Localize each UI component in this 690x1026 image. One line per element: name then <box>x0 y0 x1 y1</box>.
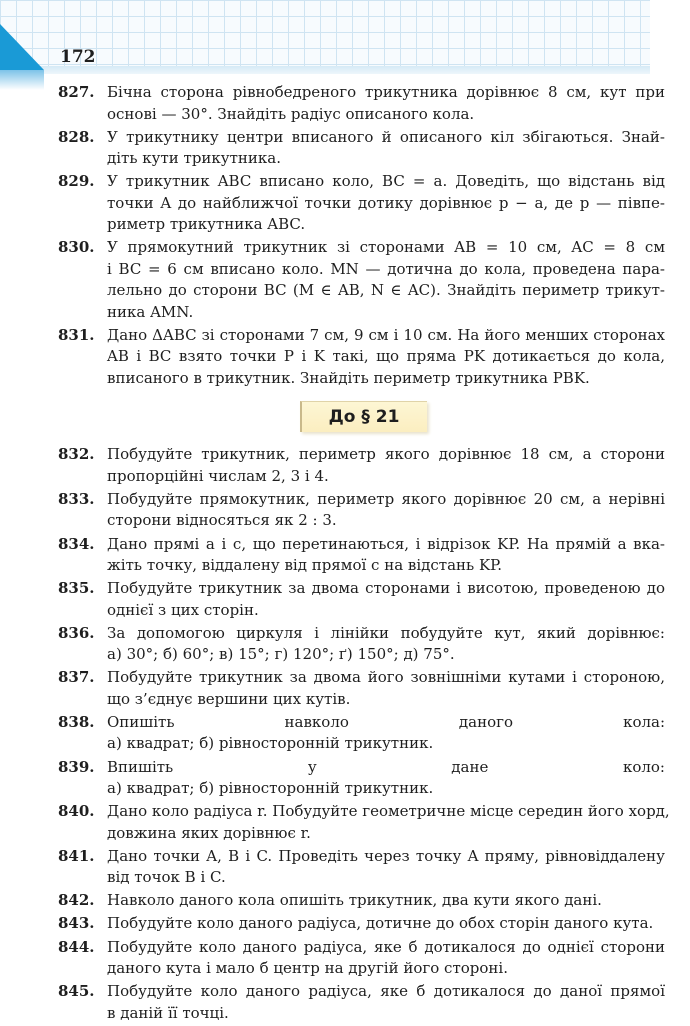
problem-text-line: і BC = 6 см вписано коло. MN — дотична до кола, проведена пара- <box>107 259 665 278</box>
problem-item <box>58 913 668 935</box>
problem-text-line: Дано ΔABC зі сторонами 7 см, 9 см і 10 см. На його менших сторонах <box>107 325 665 344</box>
problem-text-line: від точок B і C. <box>107 868 226 887</box>
problem-text <box>107 623 665 666</box>
problem-number: 840. <box>58 802 95 821</box>
problem-text-line: Бічна сторона рівнобедреного трикутника дорівнює 8 см, кут при <box>107 83 665 101</box>
problem-text <box>107 981 665 1024</box>
problem-item <box>58 534 668 577</box>
problem-text-line: Побудуйте коло даного радіуса, яке б дотикалося до однієї сторони <box>107 937 665 956</box>
problem-number: 836. <box>58 623 95 642</box>
problem-text-line: AB і BC взято точки P і K такі, що пряма PK дотикається до кола, <box>107 347 665 366</box>
problem-item <box>58 171 668 236</box>
problem-text <box>107 846 665 889</box>
problem-text-line: У прямокутний трикутник зі сторонами AB = 10 см, AC = 8 см <box>107 238 665 257</box>
problem-text <box>107 127 665 170</box>
problem-text-line: У трикутник ABC вписано коло, BC = a. Доведіть, що відстань від <box>107 172 665 191</box>
problem-text-line: жіть точку, віддалену від прямої c на відстань KP. <box>107 556 502 575</box>
problems-list-after <box>58 444 668 1024</box>
problem-number: 827. <box>58 83 95 101</box>
problem-text-line: сторони відносяться як 2 : 3. <box>107 511 337 530</box>
page-number: 172 <box>60 47 96 67</box>
problem-text-line: Дано прямі a і c, що перетинаються, і відрізок KP. На прямій a вка- <box>107 534 665 553</box>
problem-text-line: Навколо даного кола опишіть трикутник, два кути якого дані. <box>107 891 602 910</box>
problem-text-line: а) 30°; б) 60°; в) 15°; г) 120°; ґ) 150°; д) 75°. <box>107 645 455 664</box>
problem-number: 842. <box>58 891 95 910</box>
problem-item <box>58 667 668 710</box>
side-strip-decoration <box>0 70 44 90</box>
section-title: До § 21 <box>300 401 427 432</box>
problem-text-line: ника AMN. <box>107 302 194 321</box>
problem-text <box>107 712 665 755</box>
problem-text <box>107 82 665 125</box>
problem-text <box>107 801 670 844</box>
problem-item <box>58 578 668 621</box>
problem-number: 837. <box>58 668 95 687</box>
problem-text-line: що з’єднує вершини цих кутів. <box>107 689 351 708</box>
header-band <box>0 66 650 74</box>
problem-text <box>107 325 665 390</box>
corner-triangle-decoration <box>0 24 44 70</box>
problem-text <box>107 171 665 236</box>
problem-text <box>107 937 665 980</box>
problem-number: 832. <box>58 445 95 464</box>
problem-text <box>107 489 665 532</box>
problem-text-line: діть кути трикутника. <box>107 149 282 168</box>
problem-text <box>107 757 665 800</box>
problem-item <box>58 801 668 844</box>
problem-item <box>58 712 668 755</box>
problem-number: 829. <box>58 172 95 191</box>
problem-item <box>58 757 668 800</box>
problem-text <box>107 444 665 487</box>
problem-text <box>107 237 665 323</box>
problem-text-line: Побудуйте трикутник, периметр якого дорівнює 18 см, а сторони <box>107 445 665 464</box>
problem-text-line: однієї з цих сторін. <box>107 600 259 619</box>
problem-text-line: Дано коло радіуса r. Побудуйте геометричне місце середин його хорд, <box>107 802 670 821</box>
problem-text <box>107 667 665 710</box>
problem-number: 838. <box>58 712 95 731</box>
problem-text-line: пропорційні числам 2, 3 і 4. <box>107 466 329 485</box>
problem-number: 843. <box>58 914 95 933</box>
problem-text-line: даного кута і мало б центр на другій його стороні. <box>107 959 508 977</box>
problem-item <box>58 846 668 889</box>
problem-item <box>58 325 668 390</box>
problem-number: 830. <box>58 238 95 257</box>
problem-number: 841. <box>58 846 95 865</box>
problem-text <box>107 578 665 621</box>
problem-text <box>107 890 665 912</box>
problem-number: 845. <box>58 982 95 1001</box>
page-content <box>58 82 668 1026</box>
problem-number: 831. <box>58 325 95 344</box>
problem-item <box>58 623 668 666</box>
problem-text-line: За допомогою циркуля і лінійки побудуйте кут, який дорівнює: <box>107 623 665 642</box>
problems-list-before <box>58 82 668 389</box>
problem-text-line: Побудуйте коло даного радіуса, дотичне до обох сторін даного кута. <box>107 914 654 933</box>
problem-item <box>58 82 668 125</box>
problem-text-line: вписаного в трикутник. Знайдіть периметр трикутника PBK. <box>107 368 590 387</box>
problem-text-line: Побудуйте коло даного радіуса, яке б дотикалося до даної прямої <box>107 982 665 1001</box>
problem-text <box>107 534 665 577</box>
problem-number: 844. <box>58 937 95 956</box>
problem-text-line: а) квадрат; б) рівносторонній трикутник. <box>107 779 434 798</box>
problem-text <box>107 913 665 935</box>
problem-number: 828. <box>58 127 95 146</box>
problem-text-line: Побудуйте прямокутник, периметр якого дорівнює 20 см, а нерівні <box>107 489 665 508</box>
problem-item <box>58 237 668 323</box>
problem-item <box>58 127 668 170</box>
problem-text-line: Впишіть у дане коло: <box>107 757 665 776</box>
problem-number: 839. <box>58 757 95 776</box>
problem-item <box>58 981 668 1024</box>
problem-item <box>58 444 668 487</box>
problem-text-line: риметр трикутника ABC. <box>107 215 306 234</box>
problem-item <box>58 890 668 912</box>
section-header <box>58 401 668 432</box>
problem-text-line: Побудуйте трикутник за двома сторонами і висотою, проведеною до <box>107 579 665 598</box>
problem-text-line: У трикутнику центри вписаного й описаного кіл збігаються. Знай- <box>107 127 665 146</box>
problem-item <box>58 489 668 532</box>
problem-text-line: Дано точки A, B і C. Проведіть через точку A пряму, рівновіддалену <box>107 846 665 865</box>
problem-text-line: лельно до сторони BC (M ∈ AB, N ∈ AC). Знайдіть периметр трикут- <box>107 281 665 300</box>
problem-text-line: довжина яких дорівнює r. <box>107 823 311 842</box>
problem-text-line: основі — 30°. Знайдіть радіус описаного кола. <box>107 104 475 123</box>
problem-number: 834. <box>58 534 95 553</box>
header-grid-decoration <box>0 0 650 70</box>
problem-text-line: а) квадрат; б) рівносторонній трикутник. <box>107 734 434 753</box>
problem-text-line: Побудуйте трикутник за двома його зовнішніми кутами і стороною, <box>107 668 665 687</box>
problem-number: 835. <box>58 579 95 598</box>
problem-item <box>58 937 668 980</box>
problem-text-line: точки A до найближчої точки дотику дорівнює p − a, де p — півпе- <box>107 193 665 212</box>
problem-text-line: Опишіть навколо даного кола: <box>107 712 665 731</box>
problem-number: 833. <box>58 489 95 508</box>
problem-text-line: в даній її точці. <box>107 1003 229 1022</box>
